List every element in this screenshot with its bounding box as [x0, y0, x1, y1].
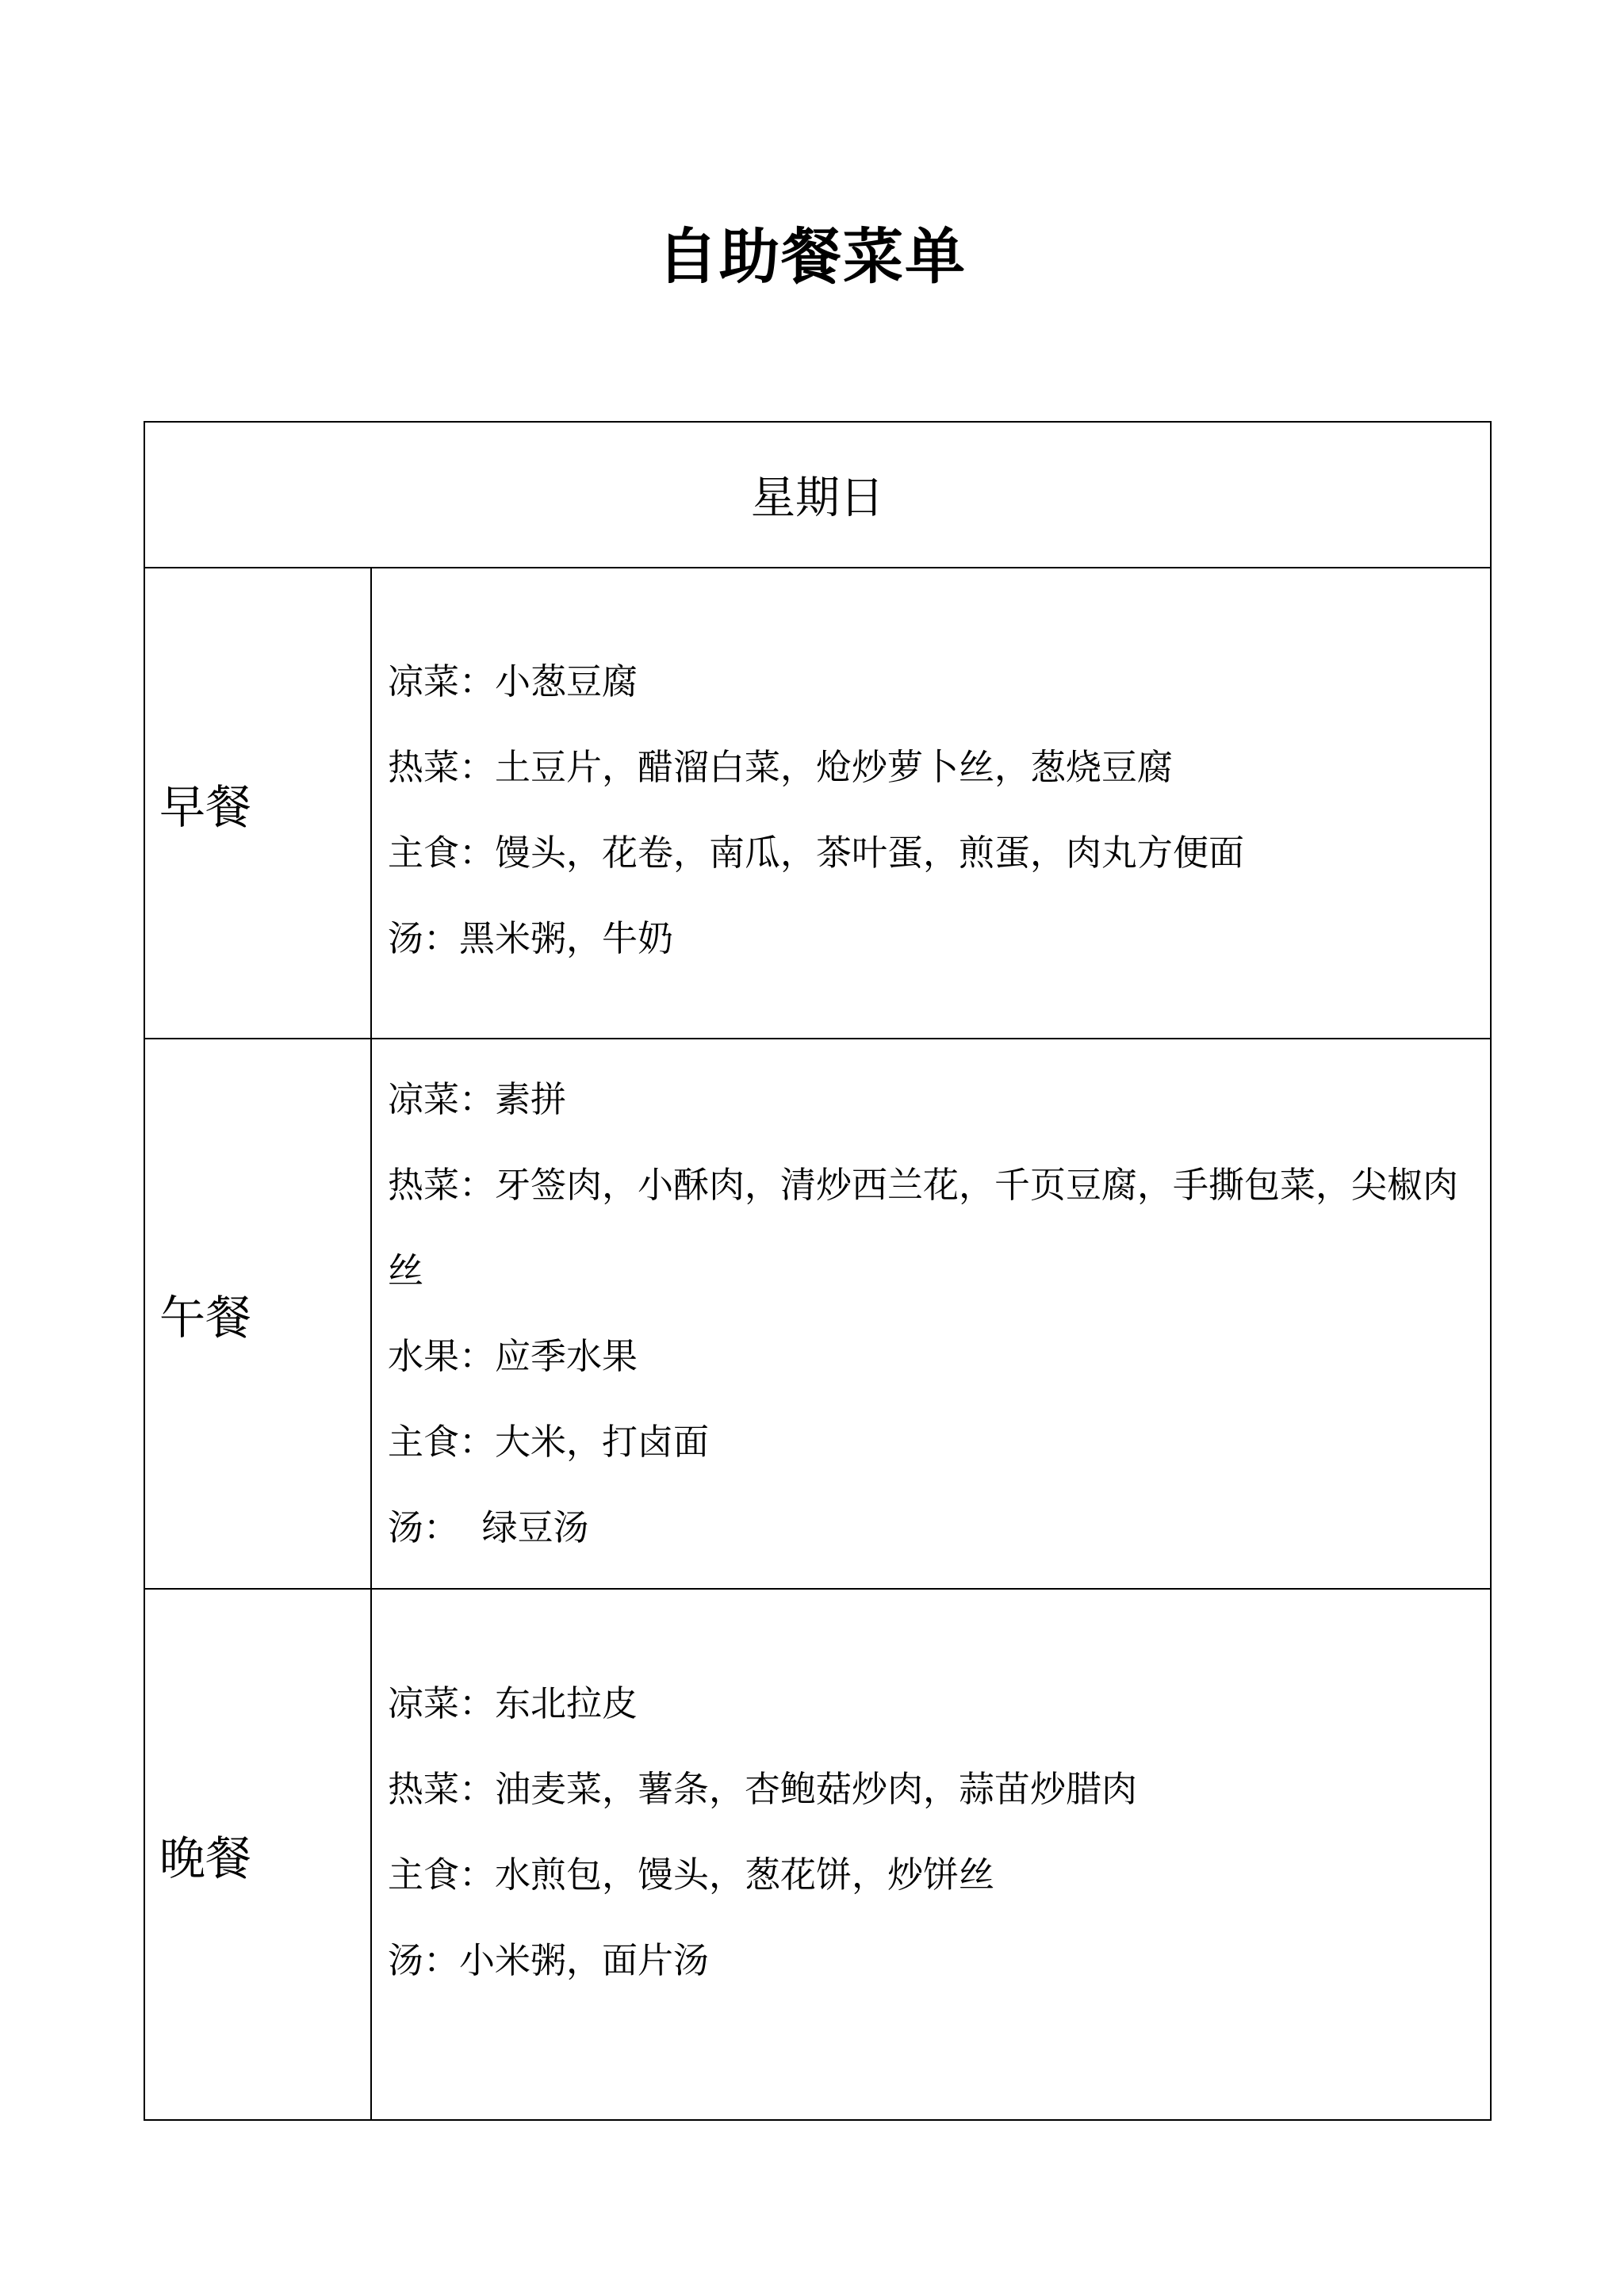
- meal-items-lunch: [371, 1039, 1491, 1589]
- menu-line: 主食：馒头，花卷，南瓜，茶叶蛋，煎蛋，肉丸方便面: [388, 832, 1245, 874]
- menu-table: [144, 421, 1492, 2121]
- menu-line: 凉菜：小葱豆腐: [388, 660, 638, 702]
- meal-name-breakfast: 早餐: [144, 568, 371, 1039]
- menu-line: 热菜：油麦菜，薯条，杏鲍菇炒肉，蒜苗炒腊肉: [388, 1768, 1138, 1810]
- menu-line: 热菜：土豆片，醋溜白菜，炝炒萝卜丝，葱烧豆腐: [388, 746, 1174, 788]
- menu-line: 汤： 绿豆汤: [388, 1506, 589, 1548]
- meal-items-breakfast: [371, 568, 1491, 1039]
- menu-line: 汤：黑米粥，牛奶: [388, 917, 674, 959]
- meal-name-lunch: 午餐: [144, 1039, 371, 1589]
- menu-line: 凉菜：素拼: [388, 1078, 567, 1120]
- menu-line: 汤：小米粥，面片汤: [388, 1939, 710, 1981]
- day-label: 星期日: [144, 422, 1491, 568]
- meal-row-breakfast: [144, 568, 1491, 1039]
- menu-line: 主食：水煎包，馒头，葱花饼，炒饼丝: [388, 1854, 995, 1896]
- meal-row-dinner: [144, 1589, 1491, 2120]
- meal-row-lunch: [144, 1039, 1491, 1589]
- document-title: 自助餐菜单: [657, 221, 967, 292]
- meal-items-dinner: [371, 1589, 1491, 2120]
- menu-line: 凉菜：东北拉皮: [388, 1682, 638, 1724]
- meal-name-dinner: 晚餐: [144, 1589, 371, 2120]
- menu-line: 热菜：牙签肉，小酥肉，清炒西兰花，千页豆腐，手撕包菜，尖椒肉丝: [388, 1164, 1459, 1292]
- day-header-row: [144, 422, 1491, 568]
- menu-line: 水果：应季水果: [388, 1335, 638, 1377]
- menu-line: 主食：大米，打卤面: [388, 1421, 710, 1463]
